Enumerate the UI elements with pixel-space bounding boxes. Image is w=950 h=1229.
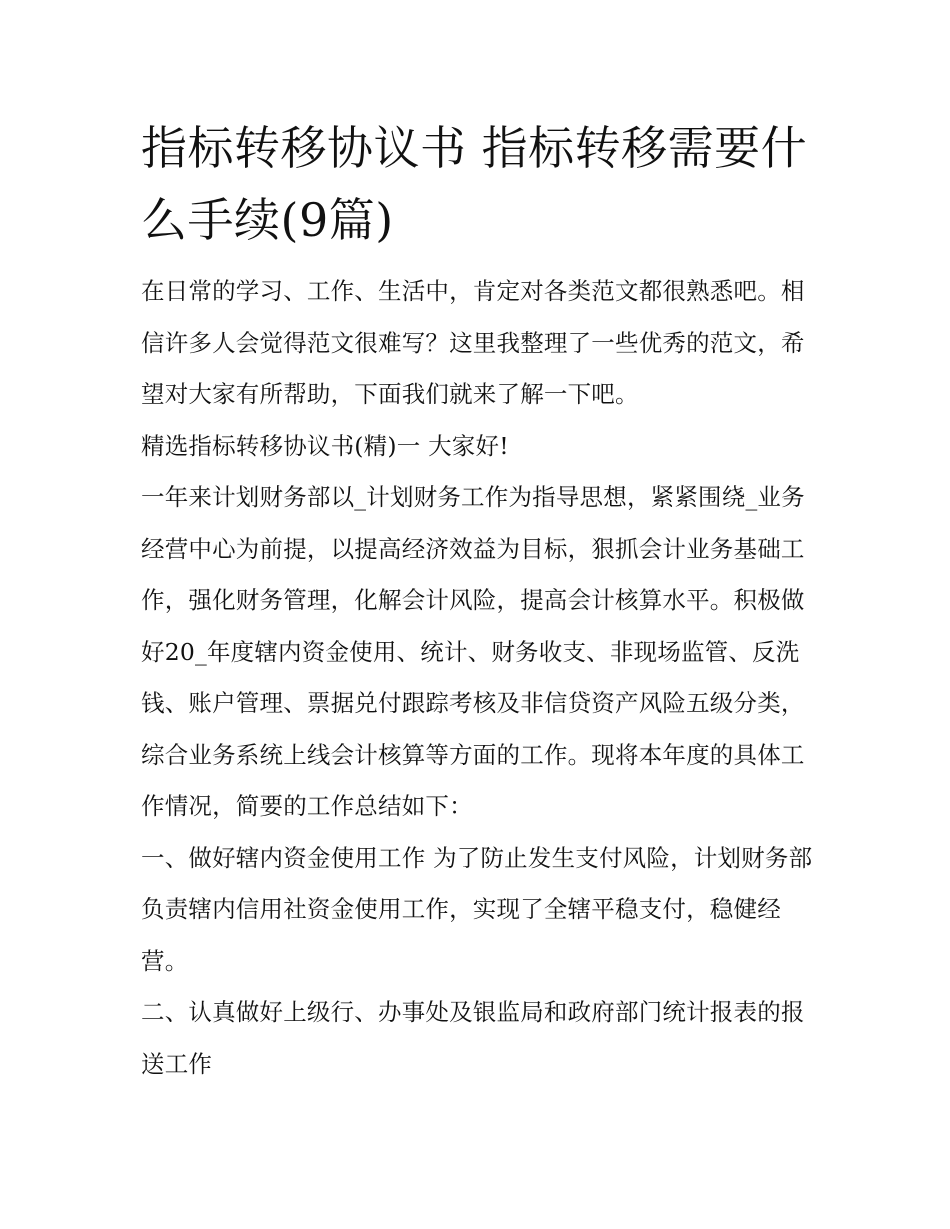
section-heading: 精选指标转移协议书(精)一 大家好! [141,431,509,460]
item-two-paragraph: 二、认真做好上级行、办事处及银监局和政府部门统计报表的报送工作 [141,998,805,1078]
document-title: 指标转移协议书 指标转移需要什么手续(9篇) [141,121,808,247]
intro-paragraph: 在日常的学习、工作、生活中，肯定对各类范文都很熟悉吧。相信许多人会觉得范文很难写？这里我整理了一些优秀的范文，希望对大家有所帮助，下面我们就来了解一下吧。 [141,277,805,408]
summary-paragraph: 一年来计划财务部以_计划财务工作为指导思想，紧紧围绕_业务经营中心为前提，以提高经济效益为目标，狠抓会计业务基础工作，强化财务管理，化解会计风险，提高会计核算水平。积极做好20_年度辖内资金使用、统计、财务收支、非现场监管、反洗钱、账户管理、票据兑付跟踪考核及非信贷资产风险五级分类，综合业务系统上线会计核算等方面的工作。现将本年度的具体工作情况，简要的工作总结如下： [141,483,805,820]
document-body [141,112,813,1090]
item-one-paragraph: 一、做好辖内资金使用工作 为了防止发生支付风险，计划财务部负责辖内信用社资金使用工作，实现了全辖平稳支付，稳健经营。 [141,843,813,975]
